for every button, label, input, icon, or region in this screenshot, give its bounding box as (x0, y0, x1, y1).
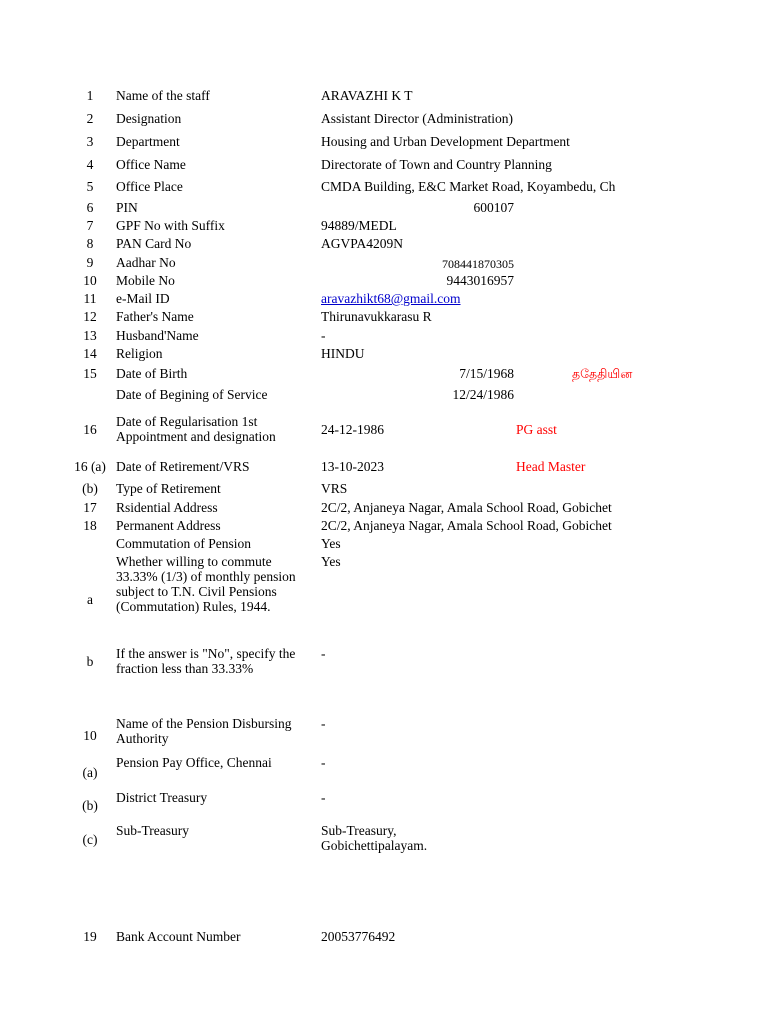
row-value: ARAVAZHI K T (321, 88, 413, 103)
row-value: Yes (321, 536, 341, 551)
row-label: PIN (116, 200, 138, 215)
designation-note: Head Master (516, 459, 586, 474)
row-value: 9443016957 (446, 273, 514, 288)
row-label: District Treasury (116, 790, 208, 805)
row-number: 11 (83, 291, 97, 306)
row-number: 19 (83, 929, 97, 944)
row-number: 2 (86, 111, 94, 126)
row-number: a (87, 592, 93, 607)
row-value: 2C/2, Anjaneya Nagar, Amala School Road, Gobichet (321, 518, 612, 533)
row-number: 14 (83, 346, 97, 361)
row-value: Sub-Treasury, Gobichettipalayam. (321, 823, 428, 853)
row-number: 17 (83, 500, 97, 515)
row-value: 24-12-1986 (321, 422, 384, 437)
row-value: AGVPA4209N (321, 236, 404, 251)
row-number: 10 (83, 273, 97, 288)
row-value: CMDA Building, E&C Market Road, Koyambedu, Ch (321, 179, 616, 194)
row-value: HINDU (321, 346, 365, 361)
row-label: Whether willing to commute 33.33% (1/3) of monthly pension subject to T.N. Civil Pensions (Commutation) Rules, 1944. (116, 554, 296, 614)
row-value: - (321, 716, 326, 731)
designation-note: PG asst (516, 422, 557, 437)
row-value (321, 291, 631, 306)
row-number: 9 (86, 255, 94, 270)
row-label: Permanent Address (116, 518, 221, 533)
row-label: Office Place (116, 179, 183, 194)
row-value: Thirunavukkarasu R (321, 309, 432, 324)
row-number: 7 (86, 218, 94, 233)
row-label: If the answer is "No", specify the fraction less than 33.33% (116, 646, 296, 676)
row-label: Office Name (116, 157, 186, 172)
row-label: Type of Retirement (116, 481, 221, 496)
row-value: 708441870305 (442, 257, 514, 271)
row-label: Name of the staff (116, 88, 210, 103)
row-label: e-Mail ID (116, 291, 170, 306)
row-label: Husband'Name (116, 328, 199, 343)
email-link[interactable]: aravazhikt68@gmail.com (321, 291, 461, 306)
row-number: (b) (82, 798, 98, 813)
row-number: 16 (a) (74, 459, 106, 474)
row-value: 600107 (473, 200, 514, 215)
row-label: Sub-Treasury (116, 823, 190, 838)
row-value: VRS (321, 481, 348, 496)
tamil-note: ததேதியின (572, 366, 633, 381)
row-value: 13-10-2023 (321, 459, 384, 474)
row-label: Pension Pay Office, Chennai (116, 755, 272, 770)
row-label: Rsidential Address (116, 500, 218, 515)
row-number: 1 (86, 88, 94, 103)
row-number: b (86, 654, 94, 669)
row-value: 2C/2, Anjaneya Nagar, Amala School Road, Gobichet (321, 500, 612, 515)
row-label: Date of Regularisation 1st Appointment and designation (116, 414, 276, 444)
row-label: Father's Name (116, 309, 194, 324)
row-value: Assistant Director (Administration) (321, 111, 513, 126)
row-value: 20053776492 (321, 929, 396, 944)
row-label: Department (116, 134, 180, 149)
row-number: 18 (83, 518, 97, 533)
row-value: - (321, 646, 326, 661)
row-label: Aadhar No (116, 255, 176, 270)
row-number: 4 (86, 157, 94, 172)
row-number: 3 (86, 134, 94, 149)
row-number: 12 (83, 309, 97, 324)
row-value: 12/24/1986 (452, 387, 514, 402)
row-label: Name of the Pension Disbursing Authority (116, 716, 292, 746)
row-label: PAN Card No (116, 236, 192, 251)
row-value: - (321, 755, 326, 770)
row-value: 94889/MEDL (321, 218, 397, 233)
row-number: 13 (83, 328, 97, 343)
row-number: (c) (82, 832, 98, 847)
row-label: Religion (116, 346, 163, 361)
row-label: Commutation of Pension (116, 536, 251, 551)
row-value: Yes (321, 554, 341, 569)
row-value: - (321, 328, 326, 343)
row-label: Bank Account Number (116, 929, 241, 944)
row-number: 15 (83, 366, 97, 381)
row-value: Housing and Urban Development Department (321, 134, 570, 149)
row-label: Mobile No (116, 273, 175, 288)
row-number: 6 (86, 200, 94, 215)
row-number: 16 (83, 422, 97, 437)
row-number: 5 (86, 179, 94, 194)
row-value: - (321, 790, 326, 805)
row-number: 10 (83, 728, 97, 743)
row-label: GPF No with Suffix (116, 218, 225, 233)
row-number: (b) (82, 481, 98, 496)
row-label: Date of Birth (116, 366, 188, 381)
row-label: Date of Retirement/VRS (116, 459, 250, 474)
row-label: Date of Begining of Service (116, 387, 268, 402)
row-number: 8 (86, 236, 94, 251)
row-value: Directorate of Town and Country Planning (321, 157, 552, 172)
row-label: Designation (116, 111, 182, 126)
row-number: (a) (82, 765, 98, 780)
row-value: 7/15/1968 (459, 366, 514, 381)
